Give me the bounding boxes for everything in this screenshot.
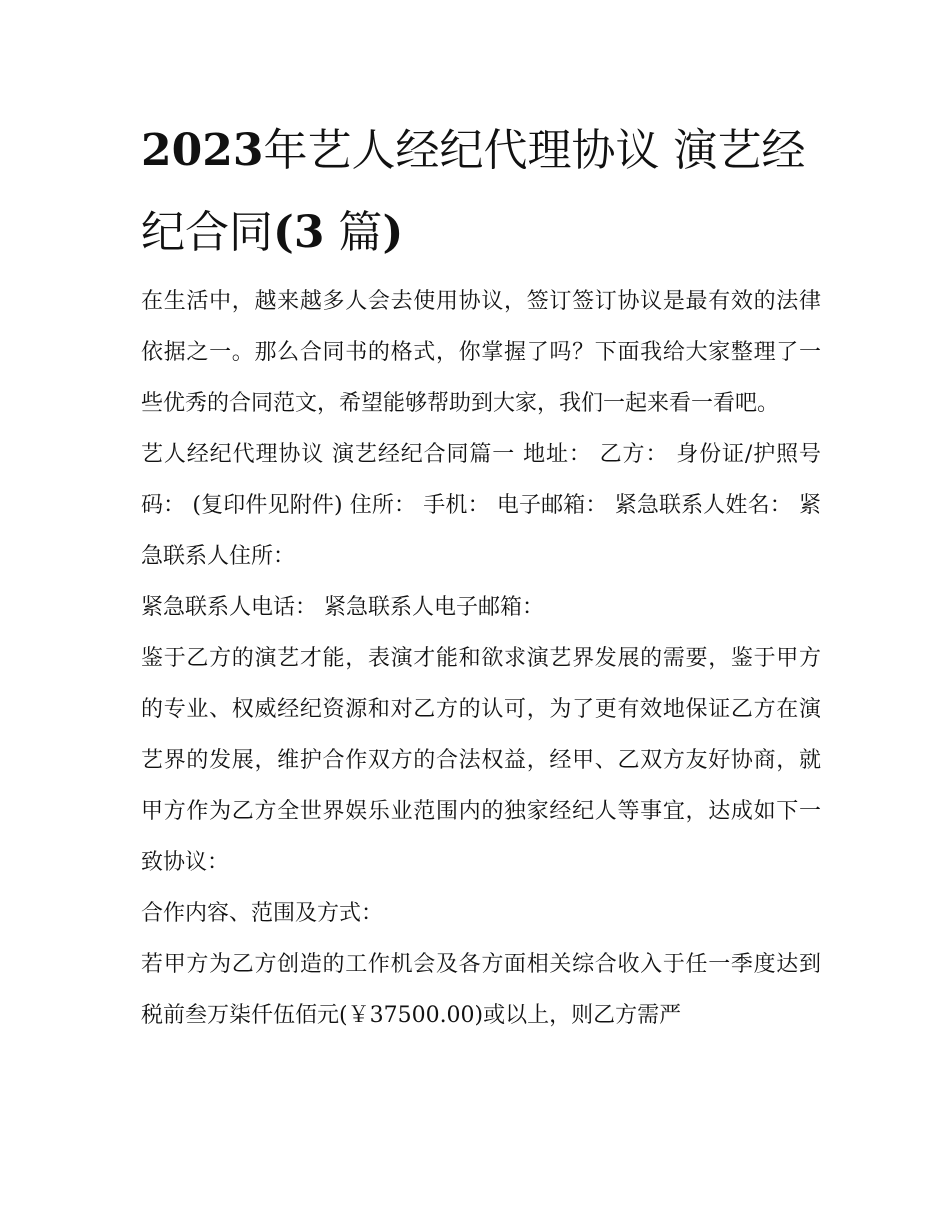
document-title <box>141 110 821 274</box>
income-clause-paragraph: 若甲方为乙方创造的工作机会及各方面相关综合收入于任一季度达到税前叁万柒仟伍佰元(￥37500.00)或以上，则乙方需严 <box>141 952 821 1028</box>
title-text: 年艺人经纪代理协议 演艺经纪合同 <box>141 125 806 258</box>
preamble-paragraph: 鉴于乙方的演艺才能，表演才能和欲求演艺界发展的需要，鉴于甲方的专业、权威经纪资源和对乙方的认可，为了更有效地保证乙方在演艺界的发展，维护合作双方的合法权益，经甲、乙双方友好协商，就甲方作为乙方全世界娱乐业范围内的独家经纪人等事宜，达成如下一致协议： <box>141 646 821 875</box>
party-info-paragraph: 艺人经纪代理协议 演艺经纪合同篇一 地址： 乙方： 身份证/护照号码： (复印件见附件) 住所： 手机： 电子邮箱： 紧急联系人姓名： 紧急联系人住所： <box>141 442 821 569</box>
title-year: 2023 <box>141 125 264 176</box>
document-body <box>141 276 821 1041</box>
emergency-contact-paragraph: 紧急联系人电话： 紧急联系人电子邮箱： <box>141 595 544 620</box>
intro-paragraph: 在生活中，越来越多人会去使用协议，签订签订协议是最有效的法律依据之一。那么合同书的格式，你掌握了吗？下面我给大家整理了一些优秀的合同范文，希望能够帮助到大家，我们一起来看一看吧。 <box>141 289 821 416</box>
title-count-unit: 篇 <box>324 207 383 258</box>
title-count-open: (3 <box>273 207 325 258</box>
section-heading: 合作内容、范围及方式： <box>141 901 384 926</box>
title-count-close: ) <box>382 207 404 258</box>
